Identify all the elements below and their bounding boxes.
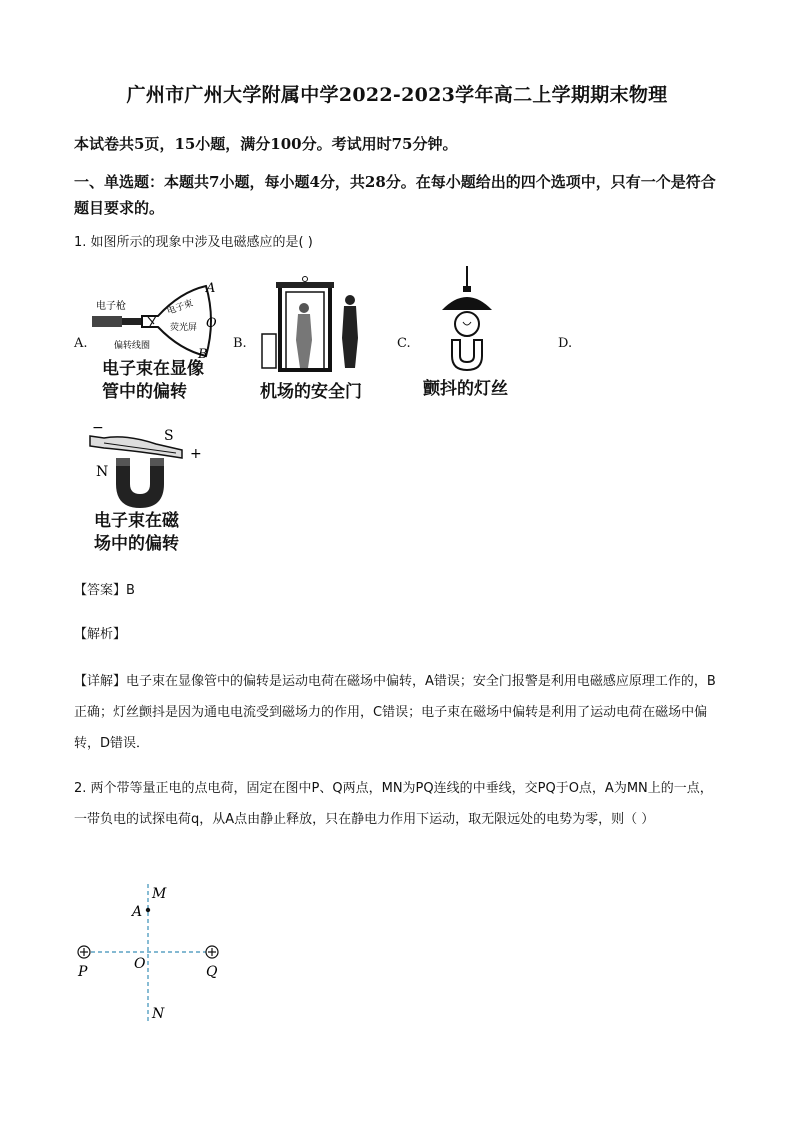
option-b-letter: B. [233, 336, 247, 351]
option-a-caption-line1: 电子束在显像 [102, 359, 204, 379]
gun-label: 电子枪 [96, 301, 126, 312]
option-d-caption [94, 510, 179, 556]
section-heading: 一、单选题：本题共7小题，每小题4分，共28分。在每小题给出的四个选项中，只有一个是符合题目要求的。 [74, 173, 716, 217]
point-a-label: A [206, 281, 216, 296]
point-n-label: N [152, 1006, 165, 1022]
minus-label: − [92, 420, 104, 436]
option-c-letter: C. [397, 336, 411, 351]
page-title: 广州市广州大学附属中学2022-2023学年高二上学期期末物理 [126, 84, 668, 106]
detail-text: 电子束在显像管中的偏转是运动电荷在磁场中偏转，A错误；安全门报警是利用电磁感应原理工作的，B正确；灯丝颤抖是因为通电电流受到磁场力的作用，C错误；电子束在磁场中偏转是利用了运动电荷在磁场中偏转，D错误． [74, 674, 716, 751]
option-c-caption: 颤抖的灯丝 [423, 379, 508, 399]
north-pole-label: N [96, 464, 109, 480]
option-a-caption [102, 358, 204, 404]
point-charges-figure [70, 880, 240, 1030]
security-gate-figure [258, 276, 368, 372]
exam-intro: 本试卷共5页，15小题，满分100分。考试用时75分钟。 [74, 135, 458, 153]
point-o-label: O [134, 956, 146, 972]
point-b-label: B [198, 347, 208, 360]
magnet-beam-figure [86, 418, 206, 510]
bulb-magnet-figure [432, 266, 502, 374]
point-q-label: Q [206, 964, 218, 980]
point-p-label: P [78, 964, 88, 980]
screen-label: 荧光屏 [170, 323, 198, 333]
answer-value: B [126, 583, 135, 598]
beam-label: 电子束 [165, 298, 195, 318]
answer-row [74, 581, 135, 601]
option-b-caption: 机场的安全门 [260, 382, 362, 402]
plus-label: + [190, 446, 202, 462]
detail-tag: 【详解】 [74, 674, 127, 689]
detail-paragraph [74, 666, 724, 759]
question-1-stem: 1. 如图所示的现象中涉及电磁感应的是( ) [74, 235, 313, 250]
option-d-letter: D. [558, 336, 573, 351]
south-pole-label: S [164, 428, 174, 444]
option-a-caption-line2: 管中的偏转 [102, 382, 187, 402]
option-d-caption-line2: 场中的偏转 [94, 534, 179, 554]
option-d-caption-line1: 电子束在磁 [94, 511, 179, 531]
question-2-stem: 2. 两个带等量正电的点电荷，固定在图中P、Q两点，MN为PQ连线的中垂线，交PQ于O点，A为MN上的一点，一带负电的试探电荷q，从A点由静止释放，只在静电力作用下运动，取无限远处的电势为零，则（ ） [74, 781, 713, 827]
option-a-letter: A. [74, 336, 88, 351]
coil-label: 偏转线圈 [114, 341, 151, 351]
answer-tag: 【答案】 [74, 583, 127, 598]
point-a-label: A [132, 904, 143, 920]
point-m-label: M [152, 886, 167, 902]
analysis-tag: 【解析】 [74, 627, 127, 642]
crt-tube-figure [88, 280, 228, 360]
point-o-label: O [206, 316, 217, 331]
